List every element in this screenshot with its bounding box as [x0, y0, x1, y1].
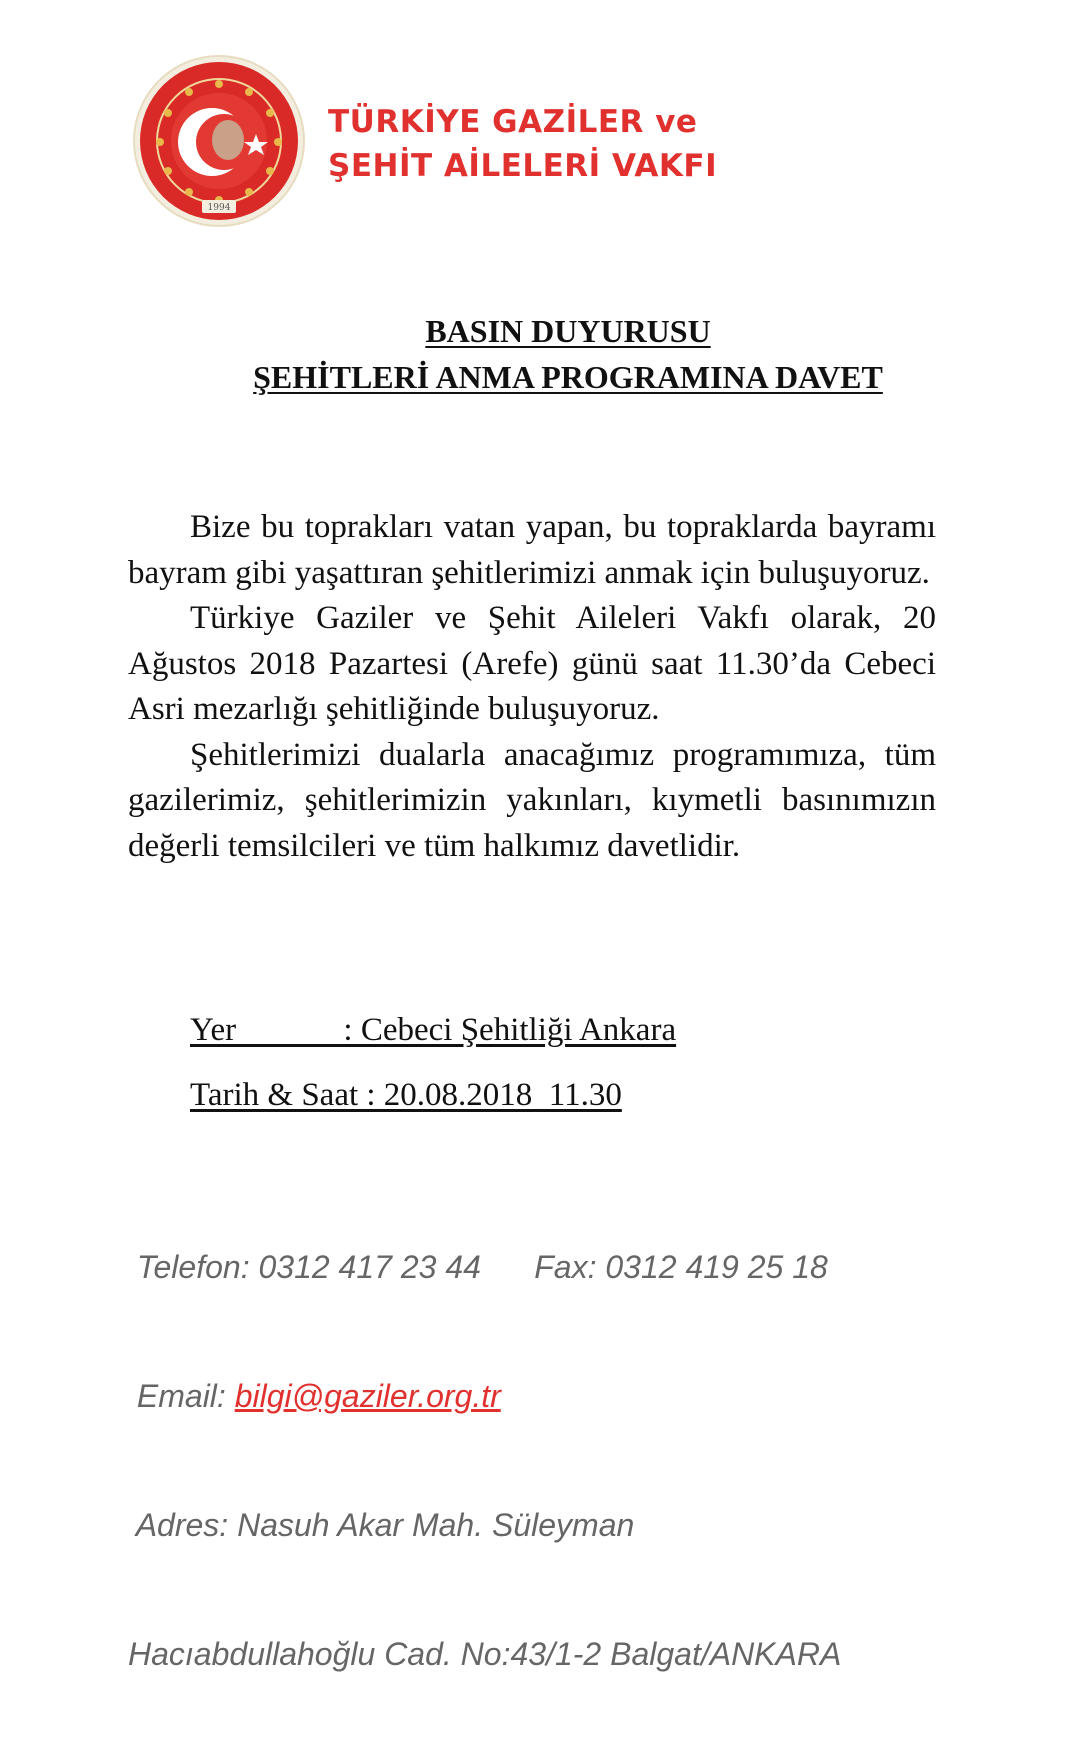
body-paragraph-3: Şehitlerimizi dualarla anacağımız programımıza, tüm gazilerimiz, şehitlerimizin yakınları, kıymetli basınımızın değerli temsilcileri ve tüm halkımız davetlidir.: [128, 736, 936, 864]
foundation-name: [328, 100, 717, 188]
foundation-name-line2: ŞEHİT AİLELERİ VAKFI: [328, 148, 718, 184]
contact-address-line1: Adres: Nasuh Akar Mah. Süleyman: [128, 1507, 635, 1543]
announcement-body: [128, 505, 936, 869]
title-press-release: BASIN DUYURUSU: [425, 313, 711, 349]
contact-email-link[interactable]: bilgi@gaziler.org.tr: [234, 1378, 501, 1414]
svg-text:1994: 1994: [207, 203, 231, 213]
title-invitation: ŞEHİTLERİ ANMA PROGRAMINA DAVET: [253, 359, 883, 395]
foundation-emblem-logo: [132, 54, 306, 228]
event-datetime: Tarih & Saat : 20.08.2018 11.30: [190, 1077, 622, 1113]
announcement-title: [0, 308, 1086, 400]
contact-info: [128, 1160, 841, 1762]
event-place: Yer : Cebeci Şehitliği Ankara: [190, 1012, 677, 1048]
body-paragraph-1: Bize bu toprakları vatan yapan, bu topraklarda bayramı bayram gibi yaşattıran şehitlerimizi anmak için buluşuyoruz.: [128, 509, 936, 591]
contact-address-line2: Hacıabdullahoğlu Cad. No:43/1-2 Balgat/ANKARA: [128, 1636, 842, 1672]
contact-phone-fax: Telefon: 0312 417 23 44 Fax: 0312 419 25 18: [128, 1249, 828, 1285]
contact-email-row: [128, 1375, 841, 1418]
body-paragraph-2: Türkiye Gaziler ve Şehit Aileleri Vakfı olarak, 20 Ağustos 2018 Pazartesi (Arefe) günü saat 11.30’da Cebeci Asri mezarlığı şehitliğinde buluşuyoruz.: [128, 600, 936, 727]
foundation-name-ve: ve: [655, 104, 698, 140]
foundation-name-line1: TÜRKİYE GAZİLER: [328, 104, 644, 140]
contact-email-label: Email:: [128, 1378, 235, 1414]
